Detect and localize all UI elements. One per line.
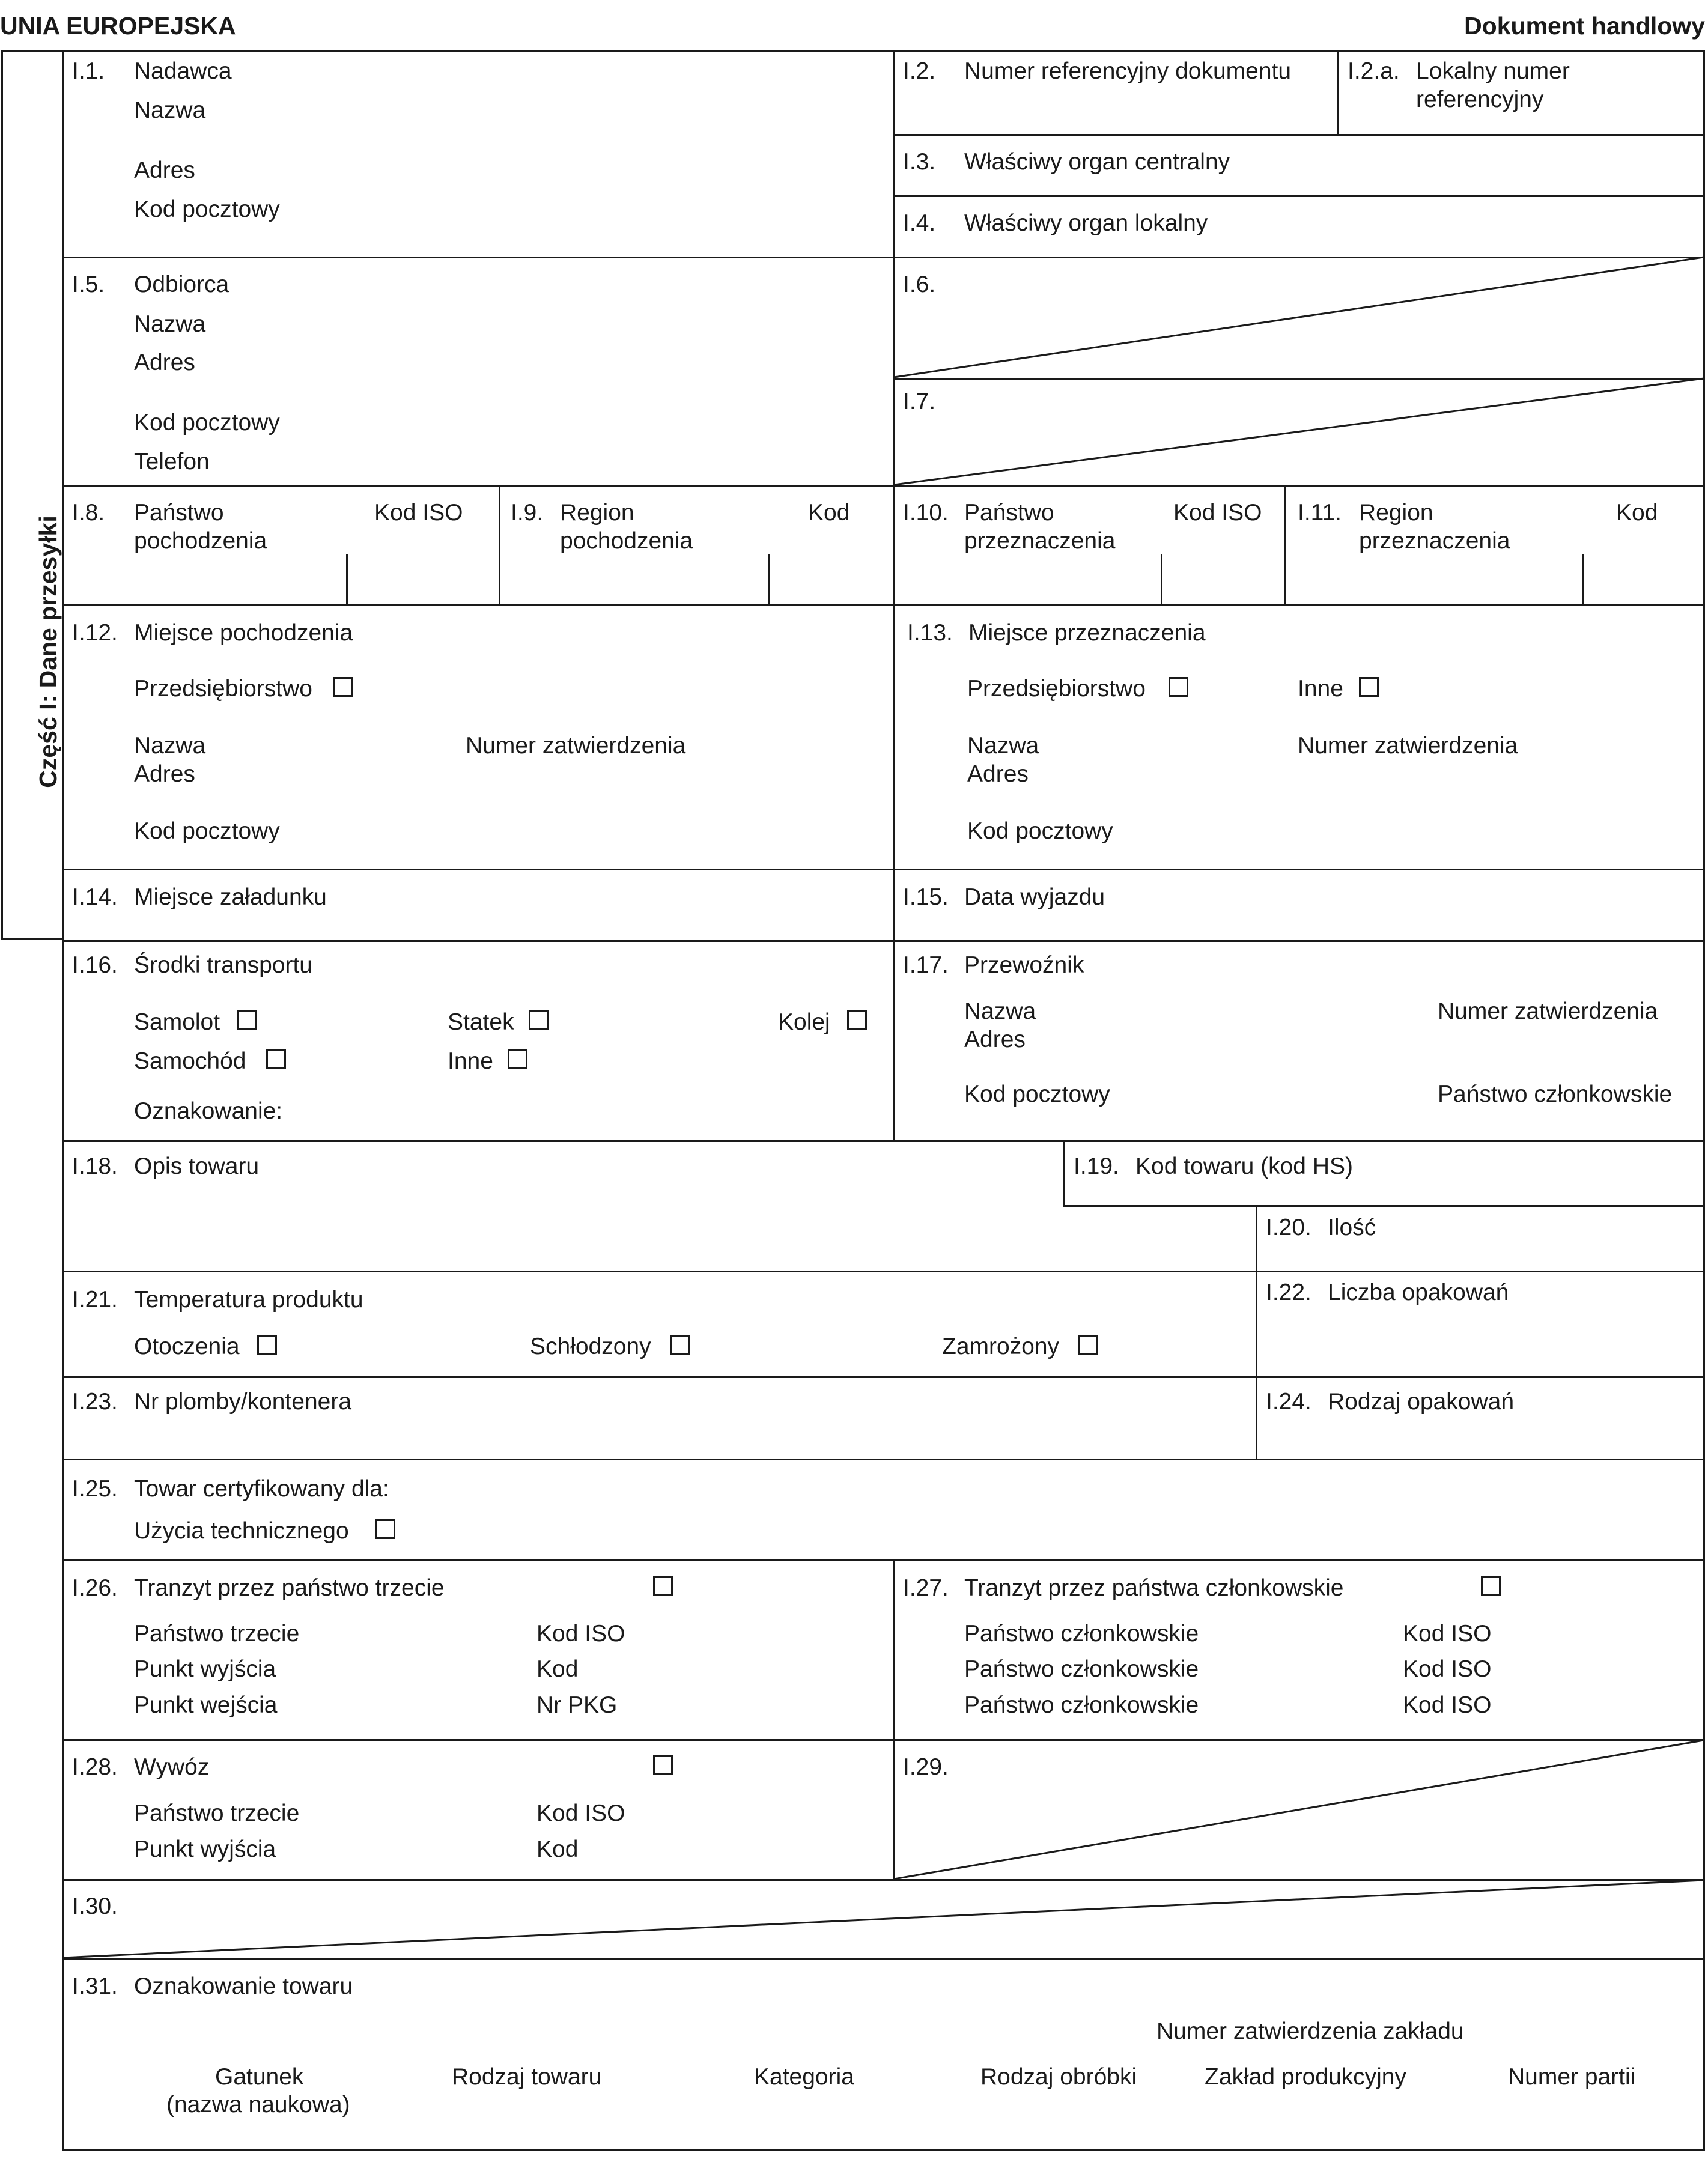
central-authority-label: Właściwy organ centralny — [964, 149, 1230, 175]
field-num: I.9. — [511, 500, 544, 526]
transport-rail-label: Kolej — [778, 1009, 830, 1035]
origin-country-label-2: pochodzenia — [134, 528, 267, 554]
commodity-description-label: Opis towaru — [134, 1153, 260, 1179]
field-num: I.14. — [72, 884, 118, 910]
field-num: I.5. — [72, 272, 105, 297]
field-num: I.18. — [72, 1153, 118, 1179]
field-num: I.21. — [72, 1287, 118, 1313]
transport-rail-checkbox[interactable] — [847, 1010, 867, 1030]
destination-enterprise-checkbox[interactable] — [1169, 677, 1188, 697]
part-label: Część I: Dane przesyłki — [34, 515, 62, 788]
transport-truck-label: Samochód — [134, 1048, 246, 1074]
field-num: I.20. — [1266, 1215, 1311, 1240]
plant-column-header: Zakład produkcyjny — [1205, 2064, 1406, 2090]
destination-address-label: Adres — [967, 761, 1029, 787]
transit-exit-label: Punkt wyjścia — [134, 1656, 276, 1682]
export-checkbox[interactable] — [653, 1755, 673, 1775]
field-num: I.29. — [903, 1754, 949, 1780]
reference-number-label: Numer referencyjny dokumentu — [964, 58, 1292, 84]
transit-member-state-label: Państwo członkowskie — [964, 1692, 1199, 1718]
third-country-transit-checkbox[interactable] — [653, 1576, 673, 1596]
field-num: I.2.a. — [1348, 58, 1400, 84]
consignee-phone-label: Telefon — [134, 449, 210, 475]
field-num: I.23. — [72, 1389, 118, 1415]
field-num: I.2. — [903, 58, 936, 84]
commodity-code-label: Kod towaru (kod HS) — [1135, 1153, 1353, 1179]
temperature-ambient-checkbox[interactable] — [257, 1335, 277, 1355]
destination-iso-label: Kod ISO — [1173, 500, 1262, 526]
destination-country-label-2: przeznaczenia — [964, 528, 1116, 554]
place-of-destination-title: Miejsce przeznaczenia — [968, 620, 1206, 646]
field-num: I.17. — [903, 952, 949, 978]
treatment-column-header: Rodzaj obróbki — [980, 2064, 1137, 2090]
origin-iso-label: Kod ISO — [374, 500, 463, 526]
consignor-postcode-label: Kod pocztowy — [134, 196, 280, 222]
origin-region-label-2: pochodzenia — [560, 528, 693, 554]
destination-postcode-label: Kod pocztowy — [967, 818, 1113, 844]
origin-region-label-1: Region — [560, 500, 634, 526]
transport-plane-label: Samolot — [134, 1009, 220, 1035]
local-reference-label-2: referencyjny — [1416, 87, 1544, 112]
origin-enterprise-label: Przedsiębiorstwo — [134, 676, 312, 702]
category-column-header: Kategoria — [754, 2064, 854, 2090]
member-state-transit-title: Tranzyt przez państwa członkowskie — [964, 1575, 1344, 1601]
destination-enterprise-label: Przedsiębiorstwo — [967, 676, 1146, 702]
establishment-approval-heading: Numer zatwierdzenia zakładu — [1156, 2018, 1464, 2044]
third-country-transit-title: Tranzyt przez państwo trzecie — [134, 1575, 445, 1601]
seal-number-label: Nr plomby/kontenera — [134, 1389, 352, 1415]
origin-enterprise-checkbox[interactable] — [333, 677, 353, 697]
loading-place-label: Miejsce załadunku — [134, 884, 327, 910]
export-iso-label: Kod ISO — [536, 1800, 625, 1826]
field-num: I.31. — [72, 1973, 118, 1999]
temperature-ambient-label: Otoczenia — [134, 1334, 240, 1359]
package-count-label: Liczba opakowań — [1328, 1280, 1509, 1305]
field-num: I.13. — [907, 620, 953, 646]
origin-country-label-1: Państwo — [134, 500, 224, 526]
transit-iso-label: Kod ISO — [536, 1621, 625, 1647]
transit-pkg-label: Nr PKG — [536, 1692, 618, 1718]
transporter-title: Przewoźnik — [964, 952, 1084, 978]
member-state-transit-checkbox[interactable] — [1481, 1576, 1501, 1596]
export-exit-label: Punkt wyjścia — [134, 1836, 276, 1862]
export-title: Wywóz — [134, 1754, 210, 1780]
temperature-frozen-checkbox[interactable] — [1078, 1335, 1098, 1355]
header-right: Dokument handlowy — [1464, 12, 1705, 40]
transit-third-country-label: Państwo trzecie — [134, 1621, 300, 1647]
origin-name-label: Nazwa — [134, 733, 206, 759]
destination-approval-label: Numer zatwierdzenia — [1298, 733, 1518, 759]
field-num: I.11. — [1298, 500, 1342, 526]
transport-other-checkbox[interactable] — [508, 1049, 527, 1069]
quantity-label: Ilość — [1328, 1215, 1376, 1240]
destination-region-code-label: Kod — [1616, 500, 1658, 526]
transport-plane-checkbox[interactable] — [237, 1010, 257, 1030]
local-authority-label: Właściwy organ lokalny — [964, 210, 1208, 236]
field-num: I.22. — [1266, 1280, 1311, 1305]
transport-ship-label: Statek — [448, 1009, 514, 1035]
departure-date-label: Data wyjazdu — [964, 884, 1105, 910]
transport-truck-checkbox[interactable] — [266, 1049, 286, 1069]
consignee-name-label: Nazwa — [134, 311, 206, 337]
transit-entry-label: Punkt wejścia — [134, 1692, 278, 1718]
origin-postcode-label: Kod pocztowy — [134, 818, 280, 844]
field-num: I.28. — [72, 1754, 118, 1780]
field-num: I.6. — [903, 272, 936, 297]
technical-use-label: Użycia technicznego — [134, 1518, 349, 1544]
field-num: I.16. — [72, 952, 118, 978]
origin-region-code-label: Kod — [808, 500, 850, 526]
transport-other-label: Inne — [448, 1048, 493, 1074]
destination-country-label-1: Państwo — [964, 500, 1054, 526]
transporter-address-label: Adres — [964, 1027, 1026, 1052]
origin-address-label: Adres — [134, 761, 195, 787]
transit-member-state-label: Państwo członkowskie — [964, 1656, 1199, 1682]
destination-other-checkbox[interactable] — [1359, 677, 1379, 697]
transit-member-iso-label: Kod ISO — [1403, 1692, 1492, 1718]
transporter-approval-label: Numer zatwierdzenia — [1438, 998, 1658, 1024]
origin-approval-label: Numer zatwierdzenia — [466, 733, 686, 759]
destination-region-label-2: przeznaczenia — [1359, 528, 1510, 554]
transport-title: Środki transportu — [134, 952, 312, 978]
destination-region-label-1: Region — [1359, 500, 1433, 526]
field-num: I.3. — [903, 149, 936, 175]
field-num: I.25. — [72, 1476, 118, 1502]
export-exit-code-label: Kod — [536, 1836, 579, 1862]
export-third-country-label: Państwo trzecie — [134, 1800, 300, 1826]
certified-for-title: Towar certyfikowany dla: — [134, 1476, 389, 1502]
transit-member-state-label: Państwo członkowskie — [964, 1621, 1199, 1647]
destination-name-label: Nazwa — [967, 733, 1039, 759]
field-num: I.7. — [903, 389, 936, 414]
temperature-frozen-label: Zamrożony — [942, 1334, 1060, 1359]
destination-other-label: Inne — [1298, 676, 1343, 702]
transporter-member-state-label: Państwo członkowskie — [1438, 1081, 1673, 1107]
transit-member-iso-label: Kod ISO — [1403, 1621, 1492, 1647]
temperature-chilled-checkbox[interactable] — [670, 1335, 690, 1355]
field-num: I.1. — [72, 58, 105, 84]
species-column-header: Gatunek — [215, 2064, 304, 2090]
field-num: I.30. — [72, 1893, 118, 1919]
field-num: I.26. — [72, 1575, 118, 1601]
temperature-chilled-label: Schłodzony — [530, 1334, 651, 1359]
nature-column-header: Rodzaj towaru — [452, 2064, 602, 2090]
transporter-postcode-label: Kod pocztowy — [964, 1081, 1110, 1107]
consignee-title: Odbiorca — [134, 272, 229, 297]
transporter-name-label: Nazwa — [964, 998, 1036, 1024]
package-type-label: Rodzaj opakowań — [1328, 1389, 1515, 1415]
field-num: I.4. — [903, 210, 936, 236]
transport-ship-checkbox[interactable] — [529, 1010, 549, 1030]
local-reference-label-1: Lokalny numer — [1416, 58, 1570, 84]
field-num: I.10. — [903, 500, 949, 526]
technical-use-checkbox[interactable] — [375, 1519, 395, 1539]
consignor-name-label: Nazwa — [134, 97, 206, 123]
field-num: I.19. — [1074, 1153, 1119, 1179]
field-num: I.15. — [903, 884, 949, 910]
transit-member-iso-label: Kod ISO — [1403, 1656, 1492, 1682]
temperature-title: Temperatura produktu — [134, 1287, 363, 1313]
transit-exit-code-label: Kod — [536, 1656, 579, 1682]
lot-column-header: Numer partii — [1508, 2064, 1636, 2090]
consignor-address-label: Adres — [134, 157, 195, 183]
header-left: UNIA EUROPEJSKA — [0, 12, 236, 40]
field-num: I.12. — [72, 620, 118, 646]
commodity-identification-title: Oznakowanie towaru — [134, 1973, 353, 1999]
field-num: I.27. — [903, 1575, 949, 1601]
transport-marking-label: Oznakowanie: — [134, 1098, 283, 1124]
field-num: I.8. — [72, 500, 105, 526]
consignee-address-label: Adres — [134, 350, 195, 375]
field-num: I.24. — [1266, 1389, 1311, 1415]
consignor-title: Nadawca — [134, 58, 232, 84]
place-of-origin-title: Miejsce pochodzenia — [134, 620, 353, 646]
consignee-postcode-label: Kod pocztowy — [134, 410, 280, 436]
species-column-subheader: (nazwa naukowa) — [166, 2092, 350, 2118]
